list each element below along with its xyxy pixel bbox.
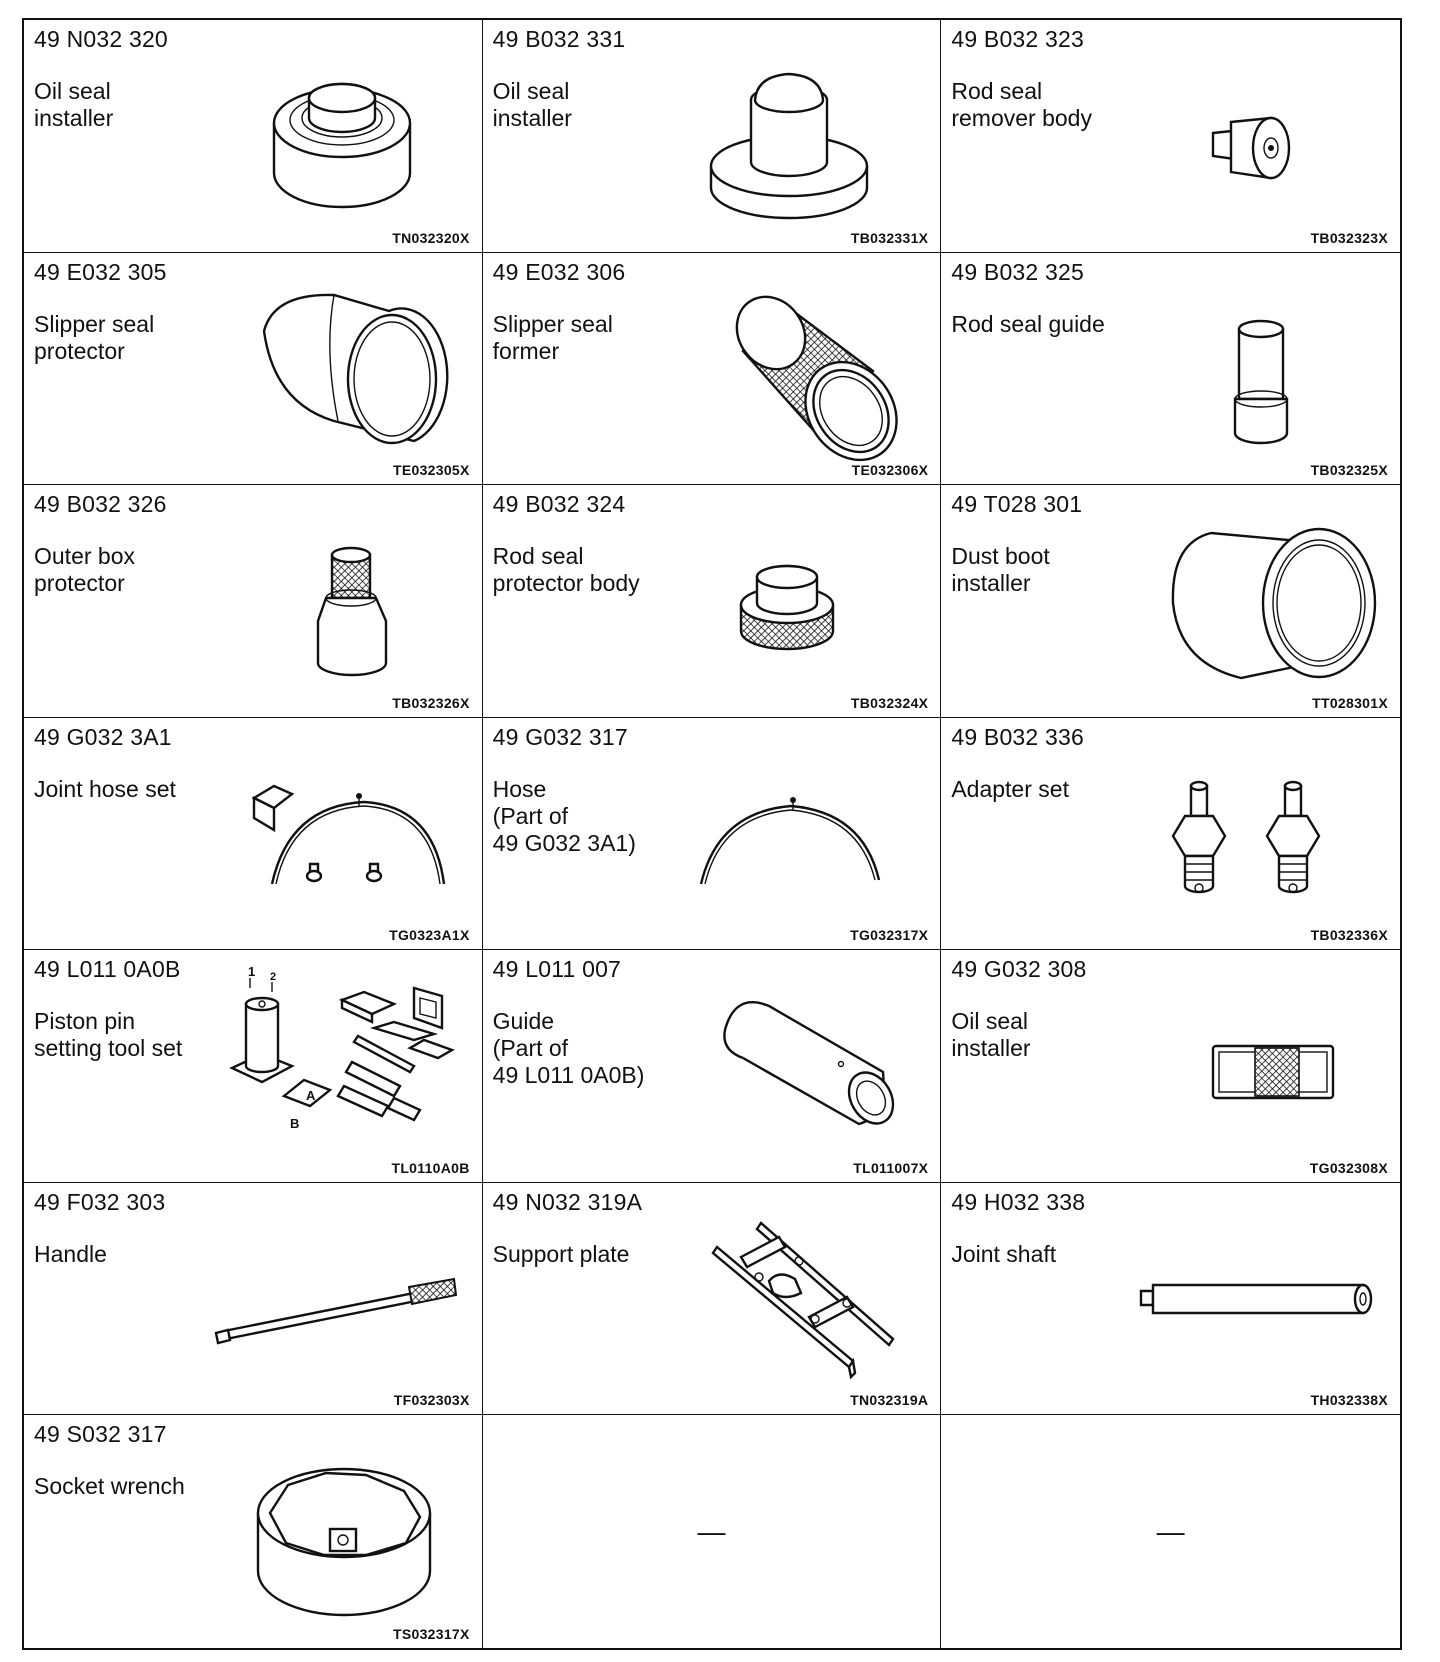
part-number: 49 N032 320 xyxy=(34,26,168,52)
figure-code: TN032320X xyxy=(392,229,470,246)
tool-cell xyxy=(24,718,483,951)
tool-cell xyxy=(24,20,483,253)
callout-a: A xyxy=(306,1088,316,1104)
tool-name: Oil seal installer xyxy=(34,78,114,131)
part-number: 49 B032 331 xyxy=(492,26,626,52)
tool-name: Oil seal installer xyxy=(492,78,572,131)
tool-cell xyxy=(941,950,1400,1183)
part-number: 49 T028 301 xyxy=(951,491,1083,518)
tool-name: Slipper seal former xyxy=(492,310,613,364)
tool-name: Joint shaft xyxy=(951,1240,1057,1267)
part-number: 49 G032 308 xyxy=(951,956,1087,983)
callout-1: 1 xyxy=(248,964,256,980)
joint-hose-set-icon xyxy=(214,736,464,931)
part-number: 49 F032 303 xyxy=(34,1188,166,1215)
tool-name: Outer box protector xyxy=(34,543,135,597)
empty-dash: — xyxy=(697,1515,726,1547)
guide-icon xyxy=(673,968,923,1163)
hose-icon xyxy=(673,736,923,931)
tool-cell xyxy=(941,485,1400,718)
callout-b: B xyxy=(290,1116,300,1132)
figure-code: TL0110A0B xyxy=(391,1159,470,1176)
figure-code: TB032323X xyxy=(1310,229,1388,246)
tool-name: Handle xyxy=(34,1240,107,1267)
support-plate-icon xyxy=(673,1201,923,1396)
joint-shaft-icon xyxy=(1131,1201,1381,1396)
tool-cell xyxy=(483,485,942,718)
oil-seal-installer-icon xyxy=(214,38,464,233)
figure-code: TT028301X xyxy=(1312,694,1388,711)
tool-cell xyxy=(483,718,942,951)
socket-wrench-icon xyxy=(214,1433,464,1628)
tool-name: Rod seal protector body xyxy=(492,543,640,597)
empty-cell xyxy=(941,1415,1400,1648)
part-number: 49 B032 325 xyxy=(951,258,1084,285)
part-number: 49 N032 319A xyxy=(492,1188,643,1215)
tool-name: Oil seal installer xyxy=(951,1008,1031,1062)
part-number: 49 E032 306 xyxy=(492,258,626,285)
tool-name: Support plate xyxy=(492,1240,630,1267)
tool-name: Hose (Part of 49 G032 3A1) xyxy=(492,775,636,856)
empty-cell xyxy=(483,1415,942,1648)
tool-cell xyxy=(483,950,942,1183)
rod-seal-guide-icon xyxy=(1131,271,1381,466)
tool-name: Adapter set xyxy=(951,775,1069,802)
figure-code: TN032319A xyxy=(850,1392,929,1409)
slipper-seal-protector-icon xyxy=(214,271,464,466)
part-number: 49 B032 323 xyxy=(951,26,1084,52)
part-number: 49 B032 324 xyxy=(492,491,626,518)
handle-icon xyxy=(214,1201,464,1396)
figure-code: TG032317X xyxy=(850,927,929,944)
part-number: 49 E032 305 xyxy=(34,258,167,285)
part-number: 49 G032 3A1 xyxy=(34,723,172,750)
tool-cell xyxy=(24,485,483,718)
tool-cell xyxy=(24,950,483,1183)
tool-name: Slipper seal protector xyxy=(34,310,155,364)
tool-name: Rod seal guide xyxy=(951,310,1105,337)
tool-cell xyxy=(24,253,483,486)
figure-code: TB032324X xyxy=(850,694,929,711)
part-number: 49 L011 007 xyxy=(492,956,622,983)
callout-2: 2 xyxy=(270,971,277,984)
figure-code: TB032331X xyxy=(850,229,929,246)
figure-code: TE032305X xyxy=(393,462,470,479)
tool-cell xyxy=(483,20,942,253)
figure-code: TB032325X xyxy=(1310,462,1388,479)
tool-cell xyxy=(941,253,1400,486)
part-number: 49 S032 317 xyxy=(34,1421,167,1448)
figure-code: TS032317X xyxy=(393,1625,470,1642)
tool-cell xyxy=(941,20,1400,253)
figure-code: TE032306X xyxy=(851,462,929,479)
part-number: 49 H032 338 xyxy=(951,1188,1086,1215)
part-number: 49 L011 0A0B xyxy=(34,956,181,983)
tool-cell xyxy=(24,1415,483,1648)
slipper-seal-former-icon xyxy=(673,271,923,466)
tool-name: Socket wrench xyxy=(34,1473,185,1500)
dust-boot-installer-icon xyxy=(1131,503,1381,698)
figure-code: TG0323A1X xyxy=(389,927,470,944)
figure-code: TB032326X xyxy=(392,694,470,711)
figure-code: TL011007X xyxy=(853,1159,929,1176)
tool-cell xyxy=(941,1183,1400,1416)
piston-pin-setting-tool-set-icon xyxy=(214,964,464,1163)
tool-name: Guide (Part of 49 L011 0A0B) xyxy=(492,1008,645,1089)
part-number: 49 B032 326 xyxy=(34,491,167,518)
part-number: 49 G032 317 xyxy=(492,723,628,750)
adapter-set-icon xyxy=(1131,736,1381,931)
empty-dash: — xyxy=(1156,1515,1185,1547)
figure-code: TG032308X xyxy=(1309,1159,1388,1176)
tool-name: Rod seal remover body xyxy=(951,78,1092,131)
figure-code: TB032336X xyxy=(1310,927,1388,944)
tool-name: Joint hose set xyxy=(34,775,176,802)
figure-code: TH032338X xyxy=(1310,1392,1388,1409)
tool-name: Piston pin setting tool set xyxy=(34,1008,183,1062)
special-tools-table xyxy=(22,18,1402,1650)
oil-seal-installer-flat-icon xyxy=(1131,968,1381,1163)
rod-seal-protector-body-icon xyxy=(673,503,923,698)
rod-seal-remover-body-icon xyxy=(1131,38,1381,233)
figure-code: TF032303X xyxy=(393,1392,470,1409)
tool-cell xyxy=(941,718,1400,951)
tool-cell xyxy=(483,253,942,486)
part-number: 49 B032 336 xyxy=(951,723,1084,750)
tool-name: Dust boot installer xyxy=(951,543,1050,597)
tool-cell xyxy=(24,1183,483,1416)
oil-seal-installer-icon xyxy=(673,38,923,233)
outer-box-protector-icon xyxy=(214,503,464,698)
tool-cell xyxy=(483,1183,942,1416)
